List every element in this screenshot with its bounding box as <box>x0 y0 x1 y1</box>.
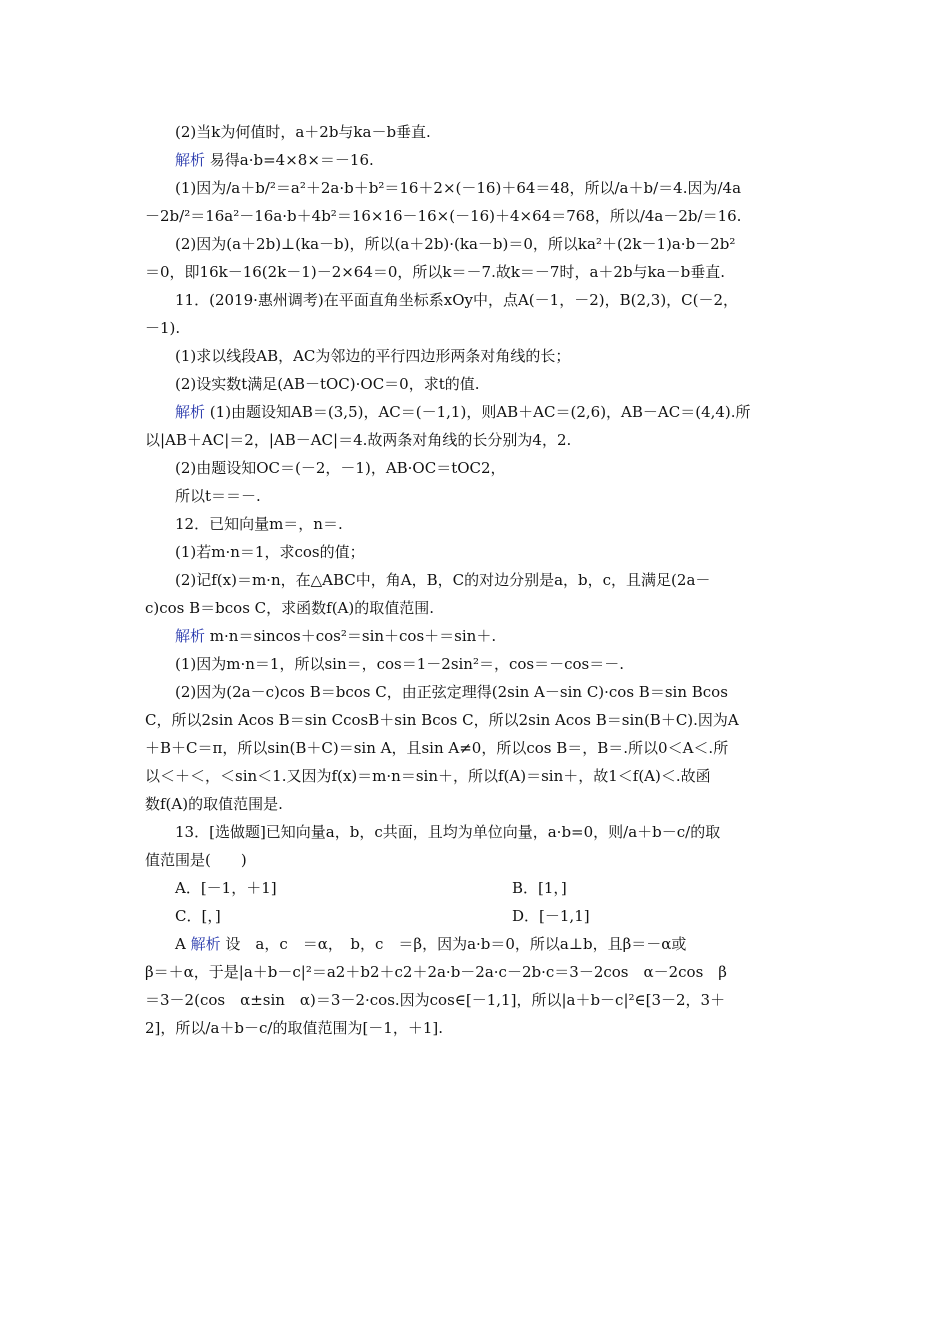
text-line: －1). <box>145 319 181 337</box>
answer-choice: A <box>175 935 186 953</box>
problem-11-title: 11．(2019·惠州调考)在平面直角坐标系xOy中，点A(－1，－2)，B(2,3)，C(－2， <box>175 291 739 309</box>
text-line <box>175 934 810 954</box>
text-line: 以|AB＋AC|＝2，|AB－AC|＝4.故两条对角线的长分别为4，2. <box>145 431 572 449</box>
text-line: ＝3－2(cos α±sin α)＝3－2·cos.因为cos∈[－1,1]，所以|a＋b－c|²∈[3－2，3＋ <box>145 991 726 1009</box>
text-line: －2b/²＝16a²－16a·b＋4b²＝16×16－16×(－16)＋4×64＝768，所以/4a－2b/＝16. <box>145 207 742 225</box>
analysis-label: 解析 <box>190 935 221 953</box>
text-line <box>175 626 810 646</box>
analysis-text: 设 a，c ＝α， b，c ＝β，因为a·b＝0，所以a⊥b，且β＝－α或 <box>225 935 687 953</box>
analysis-label: 解析 <box>175 627 206 645</box>
analysis-text: m·n＝sincos＋cos²＝sin＋cos＋＝sin＋. <box>209 627 497 645</box>
problem-13-title: 13．[选做题]已知向量a，b，c共面，且均为单位向量，a·b=0，则/a＋b－c/的取 <box>175 823 721 841</box>
text-line: (1)因为m·n＝1，所以sin＝，cos＝1－2sin²＝，cos＝－cos＝－. <box>175 655 625 673</box>
text-line: ＋B＋C＝π，所以sin(B＋C)＝sin A，且sin A≠0，所以cos B＝，B＝.所以0＜A＜.所 <box>145 739 729 757</box>
text-line: c)cos B＝bcos C，求函数f(A)的取值范围. <box>145 599 435 617</box>
text-line <box>175 402 810 422</box>
text-line: 数f(A)的取值范围是. <box>145 795 283 813</box>
option-a: A．[－1，＋1] <box>175 879 277 897</box>
text-line: 2]，所以/a＋b－c/的取值范围为[－1，＋1]. <box>145 1019 444 1037</box>
analysis-label: 解析 <box>175 403 206 421</box>
text-line: (2)记f(x)＝m·n，在△ABC中，角A，B，C的对边分别是a，b，c，且满足(2a－ <box>175 571 711 589</box>
analysis-text: (1)由题设知AB＝(3,5)，AC＝(－1,1)，则AB＋AC＝(2,6)，AB－AC＝(4,4).所 <box>209 403 751 421</box>
text-line: (2)由题设知OC＝(－2，－1)，AB·OC＝tOC2， <box>175 459 506 477</box>
text-line: C，所以2sin Acos B＝sin CcosB＋sin Bcos C，所以2sin Acos B＝sin(B＋C).因为A <box>145 711 739 729</box>
option-c: C．[，] <box>175 907 221 925</box>
analysis-label: 解析 <box>175 151 206 169</box>
text-line: (2)因为(2a－c)cos B＝bcos C，由正弦定理得(2sin A－sin C)·cos B＝sin Bcos <box>175 683 728 701</box>
text-line: (2)因为(a＋2b)⊥(ka－b)，所以(a＋2b)·(ka－b)＝0，所以ka²＋(2k－1)a·b－2b² <box>175 235 736 253</box>
option-b: B．[1，] <box>512 879 567 897</box>
text-line: (2)当k为何值时，a＋2b与ka－b垂直. <box>175 123 431 141</box>
text-line: (1)若m·n＝1，求cos的值； <box>175 543 365 561</box>
text-line: ＝0，即16k－16(2k－1)－2×64＝0，所以k＝－7.故k＝－7时，a＋2b与ka－b垂直. <box>145 263 725 281</box>
text-line: (1)求以线段AB，AC为邻边的平行四边形两条对角线的长； <box>175 347 571 365</box>
analysis-text: 易得a·b=4×8×＝－16. <box>209 151 374 169</box>
text-line: 以＜＋＜，＜sin＜1.又因为f(x)＝m·n＝sin＋，所以f(A)＝sin＋，故1＜f(A)＜.故函 <box>145 767 711 785</box>
text-line: 所以t＝＝－. <box>175 487 261 505</box>
problem-12-title: 12．已知向量m＝，n＝. <box>175 515 343 533</box>
text-line: 值范围是( ) <box>145 851 247 869</box>
text-line: (1)因为/a＋b/²＝a²＋2a·b＋b²＝16＋2×(－16)＋64＝48，所以/a＋b/＝4.因为/4a <box>175 179 742 197</box>
option-d: D．[－1,1] <box>512 907 590 925</box>
text-line: β＝＋α，于是|a＋b－c|²＝a2＋b2＋c2＋2a·b－2a·c－2b·c＝3－2cos α－2cos β <box>145 963 727 981</box>
text-line: (2)设实数t满足(AB－tOC)·OC＝0，求t的值. <box>175 375 480 393</box>
text-line <box>175 150 810 170</box>
